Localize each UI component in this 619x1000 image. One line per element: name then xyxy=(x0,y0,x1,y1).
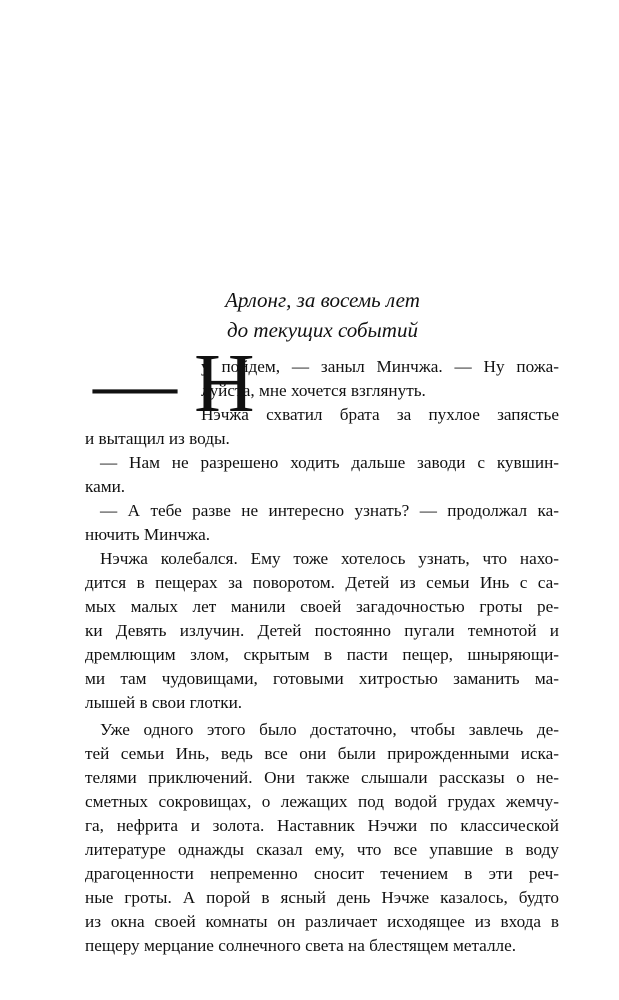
epigraph xyxy=(0,285,619,345)
text-line: ные гроты. А порой в ясный день Нэчже казалось, будто xyxy=(85,888,559,907)
text-line: тей семьи Инь, ведь все они были прирожденными иска- xyxy=(85,744,559,763)
text-line: ми там чудовищами, готовыми хитростью заманить ма- xyxy=(85,669,559,688)
epigraph-line: Арлонг, за восемь лет xyxy=(225,288,420,312)
text-line: га, нефрита и золота. Наставник Нэчжи по классической xyxy=(85,816,559,835)
text-line: — А тебе разве не интересно узнать? — продолжал ка- xyxy=(100,501,559,520)
text-line: Уже одного этого было достаточно, чтобы завлечь де- xyxy=(100,720,559,739)
text-line: ки Девять излучин. Детей постоянно пугали темнотой и xyxy=(85,621,559,640)
text-line: Нэчжа колебался. Ему тоже хотелось узнать, что нахо- xyxy=(100,549,559,568)
text-line: и вытащил из воды. xyxy=(85,429,230,448)
text-line: — Нам не разрешено ходить дальше заводи с кувшин- xyxy=(100,453,559,472)
text-line: пещеру мерцание солнечного света на блестящем металле. xyxy=(85,936,517,955)
text-line: у пойдем, — заныл Минчжа. — Ну пожа- xyxy=(201,357,559,376)
text-line: лышей в свои глотки. xyxy=(85,693,243,712)
text-line: телями приключений. Они также слышали рассказы о не- xyxy=(85,768,559,787)
text-line: мых малых лет манили своей загадочностью гроты ре- xyxy=(85,597,559,616)
text-line: дремлющим злом, скрытым в пасти пещер, шныряющи- xyxy=(85,645,559,664)
drop-cap: — Н xyxy=(93,337,253,430)
text-line: драгоценности непременно сносит течением в эти реч- xyxy=(85,864,559,883)
text-line: дится в пещерах за поворотом. Детей из семьи Инь с са- xyxy=(85,573,559,592)
text-line: Нэчжа схватил брата за пухлое запястье xyxy=(201,405,559,424)
text-line: ками. xyxy=(85,477,126,496)
text-line: из окна своей комнаты он различает исходящее из входа в xyxy=(85,912,559,931)
epigraph-line: до текущих событий xyxy=(227,318,418,342)
text-line: луйста, мне хочется взглянуть. xyxy=(201,381,426,400)
text-line: сметных сокровищах, о лежащих под водой грудах жемчу- xyxy=(85,792,559,811)
text-line: литературе однажды сказал ему, что все упавшие в воду xyxy=(85,840,559,859)
text-line: нючить Минчжа. xyxy=(85,525,210,544)
